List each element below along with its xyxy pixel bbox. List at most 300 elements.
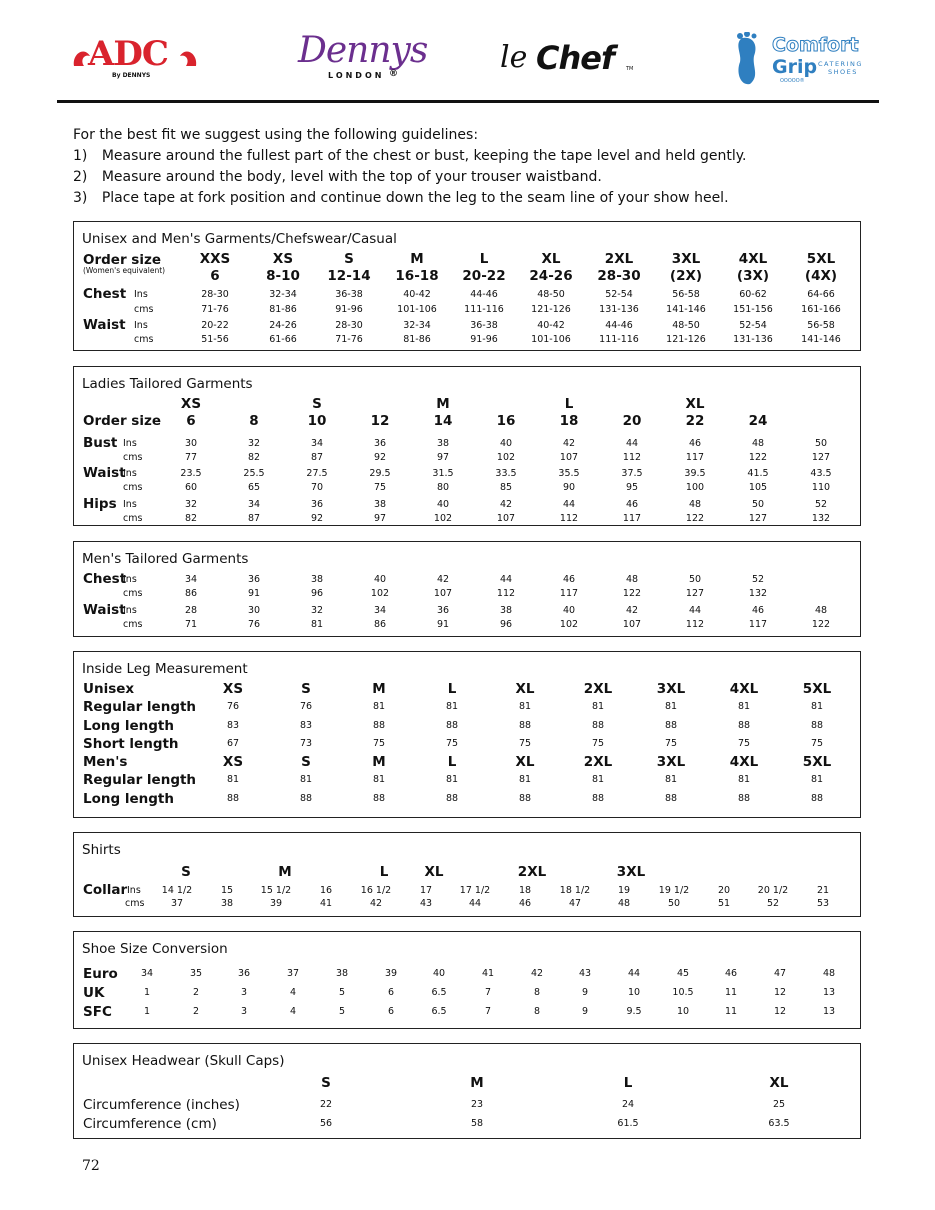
waist-cms-value: 141-146: [801, 334, 841, 345]
euro-size: 43: [578, 968, 592, 979]
chest-cms-value: 91: [247, 588, 261, 599]
size-header: M: [410, 251, 424, 267]
waist-cms-value: 107: [622, 619, 642, 630]
chest-label: Chest: [83, 571, 127, 587]
bust-ins-value: 48: [751, 438, 765, 449]
waist-ins-value: 37.5: [621, 468, 643, 479]
long-length-label: Long length: [83, 718, 174, 734]
intro-step-2: [73, 169, 602, 185]
collar-label: Collar: [83, 882, 128, 898]
chest-cms-value: 112: [496, 588, 516, 599]
order-size-value: 20: [622, 413, 642, 429]
ins-label: Ins: [123, 574, 137, 585]
chest-ins-value: 52-54: [605, 289, 633, 300]
uk-size: 5: [338, 987, 346, 998]
sfc-size: 8: [533, 1006, 541, 1017]
bust-ins-value: 38: [436, 438, 450, 449]
hips-cms-value: 117: [622, 513, 642, 524]
regular-length-value: 81: [737, 701, 751, 712]
regular-length-value: 81: [372, 774, 386, 785]
size-header: L: [623, 1075, 633, 1091]
regular-length-value: 81: [372, 701, 386, 712]
bust-ins-value: 50: [814, 438, 828, 449]
step-text: Measure around the body, level with the top of your trouser waistband.: [101, 169, 602, 185]
sfc-label: SFC: [83, 1004, 112, 1020]
uk-size: 7: [484, 987, 492, 998]
regular-length-value: 76: [226, 701, 240, 712]
waist-cms-value: 71: [184, 619, 198, 630]
bust-cms-value: 87: [310, 452, 324, 463]
waist-ins-value: 29.5: [369, 468, 391, 479]
euro-size: 44: [627, 968, 641, 979]
circumference-cm-value: 56: [319, 1118, 333, 1129]
waist-ins-value: 30: [247, 605, 261, 616]
waist-ins-value: 25.5: [243, 468, 265, 479]
size-header: M: [372, 681, 386, 697]
chest-cms-value: 101-106: [397, 304, 437, 315]
long-length-value: 88: [518, 720, 532, 731]
euro-size: 39: [384, 968, 398, 979]
ins-label: Ins: [123, 499, 137, 510]
circumference-inches-value: 22: [319, 1099, 333, 1110]
shoe-conversion-table: [73, 931, 861, 1029]
regular-length-value: 76: [299, 701, 313, 712]
sfc-size: 6.5: [431, 1006, 447, 1017]
uk-size: 8: [533, 987, 541, 998]
euro-label: Euro: [83, 966, 118, 982]
euro-size: 35: [189, 968, 203, 979]
size-header: XS: [222, 754, 244, 770]
chest-ins-value: 36-38: [335, 289, 363, 300]
chest-ins-value: 40: [373, 574, 387, 585]
cms-label: cms: [134, 304, 154, 315]
chest-ins-value: 36: [247, 574, 261, 585]
waist-label: Waist: [83, 317, 126, 333]
chest-cms-value: 107: [433, 588, 453, 599]
size-header: 5XL: [806, 251, 836, 267]
collar-cms-value: 52: [766, 898, 780, 909]
order-size-value: 12: [370, 413, 390, 429]
chest-cms-value: 102: [370, 588, 390, 599]
cms-label: cms: [123, 452, 143, 463]
chest-cms-value: 96: [310, 588, 324, 599]
euro-size: 48: [822, 968, 836, 979]
waist-ins-value: 24-26: [269, 320, 297, 331]
collar-cms-value: 42: [369, 898, 383, 909]
short-length-value: 75: [810, 738, 824, 749]
size-header: 2XL: [604, 251, 634, 267]
circumference-cm-value: 63.5: [768, 1118, 790, 1129]
collar-ins-value: 18: [518, 885, 532, 896]
collar-ins-value: 16 1/2: [360, 885, 392, 896]
circumference-inches-label: Circumference (inches): [83, 1097, 240, 1113]
chest-ins-value: 42: [436, 574, 450, 585]
size-header: XL: [769, 1075, 789, 1091]
regular-length-value: 81: [664, 774, 678, 785]
waist-cms-value: 80: [436, 482, 450, 493]
waist-ins-value: 44-46: [605, 320, 633, 331]
hips-cms-value: 92: [310, 513, 324, 524]
size-header: L: [447, 754, 457, 770]
ins-label: Ins: [123, 468, 137, 479]
order-size-value: 8: [249, 413, 259, 429]
long-length-label: Long length: [83, 791, 174, 807]
section-title: Shirts: [82, 842, 121, 858]
circumference-inches-value: 24: [621, 1099, 635, 1110]
cms-label: cms: [125, 898, 145, 909]
collar-cms-value: 46: [518, 898, 532, 909]
shirts-table: [73, 832, 861, 917]
chest-cms-value: 151-156: [733, 304, 773, 315]
bust-cms-value: 77: [184, 452, 198, 463]
womens-size: 24-26: [529, 268, 573, 284]
waist-ins-value: 48-50: [672, 320, 700, 331]
catering-tag: CATERING: [818, 60, 863, 68]
uk-size: 4: [289, 987, 297, 998]
page-number: 72: [82, 1158, 100, 1174]
waist-ins-value: 56-58: [807, 320, 835, 331]
short-length-value: 67: [226, 738, 240, 749]
size-header: L: [479, 251, 489, 267]
waist-cms-value: 100: [685, 482, 705, 493]
euro-size: 42: [530, 968, 544, 979]
cms-label: cms: [123, 619, 143, 630]
size-header: XL: [515, 681, 535, 697]
bust-ins-value: 42: [562, 438, 576, 449]
bust-ins-value: 30: [184, 438, 198, 449]
uk-size: 1: [143, 987, 151, 998]
order-size-value: 6: [186, 413, 196, 429]
size-header: 2XL: [583, 681, 613, 697]
chest-cms-value: 117: [559, 588, 579, 599]
step-number: 1): [73, 148, 88, 164]
section-title: Ladies Tailored Garments: [82, 376, 253, 392]
unisex-garments-table: [73, 221, 861, 351]
dennys-logo-sub: LONDON: [328, 71, 385, 80]
waist-ins-value: 35.5: [558, 468, 580, 479]
sfc-size: 11: [724, 1006, 738, 1017]
waist-cms-value: 95: [625, 482, 639, 493]
long-length-value: 88: [664, 720, 678, 731]
section-title: Inside Leg Measurement: [82, 661, 248, 677]
waist-cms-value: 60: [184, 482, 198, 493]
order-size-value: 14: [433, 413, 453, 429]
chest-cms-value: 131-136: [599, 304, 639, 315]
collar-cms-value: 53: [816, 898, 830, 909]
size-header: M: [372, 754, 386, 770]
regular-length-value: 81: [518, 701, 532, 712]
circumference-cm-label: Circumference (cm): [83, 1116, 217, 1132]
waist-ins-value: 52-54: [739, 320, 767, 331]
headwear-table: [73, 1043, 861, 1139]
regular-length-value: 81: [810, 774, 824, 785]
sfc-size: 4: [289, 1006, 297, 1017]
bust-cms-value: 107: [559, 452, 579, 463]
waist-ins-value: 41.5: [747, 468, 769, 479]
uk-size: 3: [240, 987, 248, 998]
short-length-value: 75: [445, 738, 459, 749]
collar-cms-value: 48: [617, 898, 631, 909]
long-length-value: 88: [299, 793, 313, 804]
waist-ins-value: 23.5: [180, 468, 202, 479]
waist-cms-value: 122: [811, 619, 831, 630]
short-length-label: Short length: [83, 736, 179, 752]
waist-cms-value: 111-116: [599, 334, 639, 345]
sfc-size: 12: [773, 1006, 787, 1017]
hips-cms-value: 107: [496, 513, 516, 524]
section-title: Men's Tailored Garments: [82, 551, 249, 567]
size-header: S: [301, 754, 311, 770]
regular-length-value: 81: [445, 774, 459, 785]
order-size-value: 24: [748, 413, 768, 429]
waist-ins-value: 36-38: [470, 320, 498, 331]
sfc-size: 10: [676, 1006, 690, 1017]
regular-length-value: 81: [810, 701, 824, 712]
waist-cms-value: 76: [247, 619, 261, 630]
short-length-value: 75: [664, 738, 678, 749]
chest-ins-value: 44-46: [470, 289, 498, 300]
intro-step-3: [73, 190, 729, 206]
hips-ins-value: 46: [625, 499, 639, 510]
euro-size: 37: [286, 968, 300, 979]
waist-ins-value: 46: [751, 605, 765, 616]
circumference-inches-value: 23: [470, 1099, 484, 1110]
order-size-value: 18: [559, 413, 579, 429]
waist-ins-value: 28: [184, 605, 198, 616]
womens-size: 8-10: [266, 268, 300, 284]
sfc-size: 1: [143, 1006, 151, 1017]
size-letter: 3XL: [616, 864, 646, 880]
hips-cms-value: 127: [748, 513, 768, 524]
hips-ins-value: 48: [688, 499, 702, 510]
unisex-label: Unisex: [83, 681, 135, 697]
size-letter: XL: [424, 864, 444, 880]
hips-cms-value: 122: [685, 513, 705, 524]
long-length-value: 88: [810, 793, 824, 804]
ins-label: Ins: [134, 320, 148, 331]
long-length-value: 88: [737, 720, 751, 731]
waist-cms-value: 85: [499, 482, 513, 493]
chest-ins-value: 46: [562, 574, 576, 585]
waist-cms-value: 91-96: [470, 334, 498, 345]
sfc-size: 7: [484, 1006, 492, 1017]
waist-ins-value: 38: [499, 605, 513, 616]
order-size-label: Order size: [83, 413, 161, 429]
size-header: M: [470, 1075, 484, 1091]
uk-label: UK: [83, 985, 105, 1001]
waist-cms-value: 131-136: [733, 334, 773, 345]
regular-length-value: 81: [591, 701, 605, 712]
chest-cms-value: 71-76: [201, 304, 229, 315]
chest-cms-value: 111-116: [464, 304, 504, 315]
waist-cms-value: 101-106: [531, 334, 571, 345]
waist-cms-value: 70: [310, 482, 324, 493]
bust-cms-value: 117: [685, 452, 705, 463]
sfc-size: 9.5: [626, 1006, 642, 1017]
hips-cms-value: 82: [184, 513, 198, 524]
waist-ins-value: 32-34: [403, 320, 431, 331]
uk-size: 13: [822, 987, 836, 998]
regular-length-value: 81: [737, 774, 751, 785]
size-header: 5XL: [802, 754, 832, 770]
waist-cms-value: 105: [748, 482, 768, 493]
comfort-logo-text: Comfort: [772, 34, 859, 56]
uk-size: 9: [581, 987, 589, 998]
collar-cms-value: 50: [667, 898, 681, 909]
lechef-logo-text: Chef: [536, 39, 614, 77]
waist-cms-value: 102: [559, 619, 579, 630]
waist-label: Waist: [83, 465, 126, 481]
short-length-value: 73: [299, 738, 313, 749]
bust-cms-value: 122: [748, 452, 768, 463]
short-length-value: 75: [737, 738, 751, 749]
regular-length-value: 81: [591, 774, 605, 785]
waist-cms-value: 81-86: [403, 334, 431, 345]
dennys-logo-text: Dennys: [298, 30, 428, 71]
hips-cms-value: 102: [433, 513, 453, 524]
cms-label: cms: [123, 588, 143, 599]
waist-cms-value: 90: [562, 482, 576, 493]
size-header: XXS: [199, 251, 231, 267]
size-letter: L: [564, 396, 574, 412]
cms-label: cms: [123, 513, 143, 524]
sfc-size: 13: [822, 1006, 836, 1017]
womens-size: 20-22: [462, 268, 506, 284]
bust-ins-value: 34: [310, 438, 324, 449]
cms-label: cms: [134, 334, 154, 345]
collar-ins-value: 19 1/2: [658, 885, 690, 896]
long-length-value: 88: [810, 720, 824, 731]
euro-size: 45: [676, 968, 690, 979]
size-letter: S: [181, 864, 191, 880]
long-length-value: 88: [737, 793, 751, 804]
uk-size: 2: [192, 987, 200, 998]
hips-label: Hips: [83, 496, 117, 512]
size-letter: 2XL: [517, 864, 547, 880]
womens-equivalent-label: (Women's equivalent): [83, 266, 166, 275]
uk-size: 11: [724, 987, 738, 998]
chest-cms-value: 122: [622, 588, 642, 599]
size-header: 2XL: [583, 754, 613, 770]
ladies-tailored-table: [73, 366, 861, 526]
waist-cms-value: 112: [685, 619, 705, 630]
waist-ins-value: 39.5: [684, 468, 706, 479]
collar-cms-value: 43: [419, 898, 433, 909]
collar-cms-value: 47: [568, 898, 582, 909]
long-length-value: 88: [372, 720, 386, 731]
waist-ins-value: 33.5: [495, 468, 517, 479]
waist-cms-value: 96: [499, 619, 513, 630]
long-length-value: 88: [445, 720, 459, 731]
chest-cms-value: 81-86: [269, 304, 297, 315]
long-length-value: 88: [518, 793, 532, 804]
euro-size: 47: [773, 968, 787, 979]
collar-cms-value: 44: [468, 898, 482, 909]
adc-logo-sub: By DENNYS: [112, 72, 151, 79]
section-title: Shoe Size Conversion: [82, 941, 228, 957]
chest-cms-value: 132: [748, 588, 768, 599]
hips-cms-value: 112: [559, 513, 579, 524]
euro-size: 34: [140, 968, 154, 979]
uk-size: 10: [627, 987, 641, 998]
waist-cms-value: 91: [436, 619, 450, 630]
order-size-label: Order size: [83, 252, 161, 268]
collar-cms-value: 37: [170, 898, 184, 909]
long-length-value: 88: [591, 793, 605, 804]
womens-size: (4X): [804, 268, 838, 284]
collar-cms-value: 39: [269, 898, 283, 909]
size-header: XS: [272, 251, 294, 267]
hips-cms-value: 97: [373, 513, 387, 524]
regular-length-value: 81: [445, 701, 459, 712]
size-header: 4XL: [729, 754, 759, 770]
chest-cms-value: 86: [184, 588, 198, 599]
intro-lead: For the best fit we suggest using the following guidelines:: [73, 127, 479, 143]
size-header: L: [447, 681, 457, 697]
long-length-value: 83: [226, 720, 240, 731]
circumference-cm-value: 61.5: [617, 1118, 639, 1129]
circumference-inches-value: 25: [772, 1099, 786, 1110]
regular-length-value: 81: [226, 774, 240, 785]
size-header: S: [344, 251, 354, 267]
sfc-size: 9: [581, 1006, 589, 1017]
size-header: 3XL: [656, 754, 686, 770]
section-title: Unisex Headwear (Skull Caps): [82, 1053, 285, 1069]
long-length-value: 88: [226, 793, 240, 804]
waist-cms-value: 51-56: [201, 334, 229, 345]
size-header: S: [301, 681, 311, 697]
size-letter: S: [312, 396, 322, 412]
chest-ins-value: 48: [625, 574, 639, 585]
uk-size: 6.5: [431, 987, 447, 998]
waist-ins-value: 34: [373, 605, 387, 616]
lechef-tm-mark: TM: [626, 66, 634, 72]
chest-cms-value: 141-146: [666, 304, 706, 315]
hips-ins-value: 50: [751, 499, 765, 510]
size-header: S: [321, 1075, 331, 1091]
long-length-value: 88: [445, 793, 459, 804]
size-letter: L: [379, 864, 389, 880]
sfc-size: 3: [240, 1006, 248, 1017]
collar-ins-value: 15 1/2: [260, 885, 292, 896]
waist-ins-value: 44: [688, 605, 702, 616]
bust-ins-value: 32: [247, 438, 261, 449]
collar-ins-value: 14 1/2: [161, 885, 193, 896]
hips-ins-value: 40: [436, 499, 450, 510]
womens-size: (3X): [736, 268, 770, 284]
waist-ins-value: 40: [562, 605, 576, 616]
hips-ins-value: 52: [814, 499, 828, 510]
collar-ins-value: 17: [419, 885, 433, 896]
collar-ins-value: 17 1/2: [459, 885, 491, 896]
chest-ins-value: 56-58: [672, 289, 700, 300]
collar-cms-value: 41: [319, 898, 333, 909]
waist-ins-value: 40-42: [537, 320, 565, 331]
collar-ins-value: 15: [220, 885, 234, 896]
collar-ins-value: 18 1/2: [559, 885, 591, 896]
womens-size: 16-18: [395, 268, 439, 284]
collar-ins-value: 16: [319, 885, 333, 896]
chest-ins-value: 40-42: [403, 289, 431, 300]
ins-label: Ins: [134, 289, 148, 300]
chest-ins-value: 32-34: [269, 289, 297, 300]
waist-cms-value: 110: [811, 482, 831, 493]
hips-ins-value: 42: [499, 499, 513, 510]
size-header: XL: [541, 251, 561, 267]
ins-label: Ins: [123, 605, 137, 616]
bust-ins-value: 46: [688, 438, 702, 449]
euro-size: 38: [335, 968, 349, 979]
